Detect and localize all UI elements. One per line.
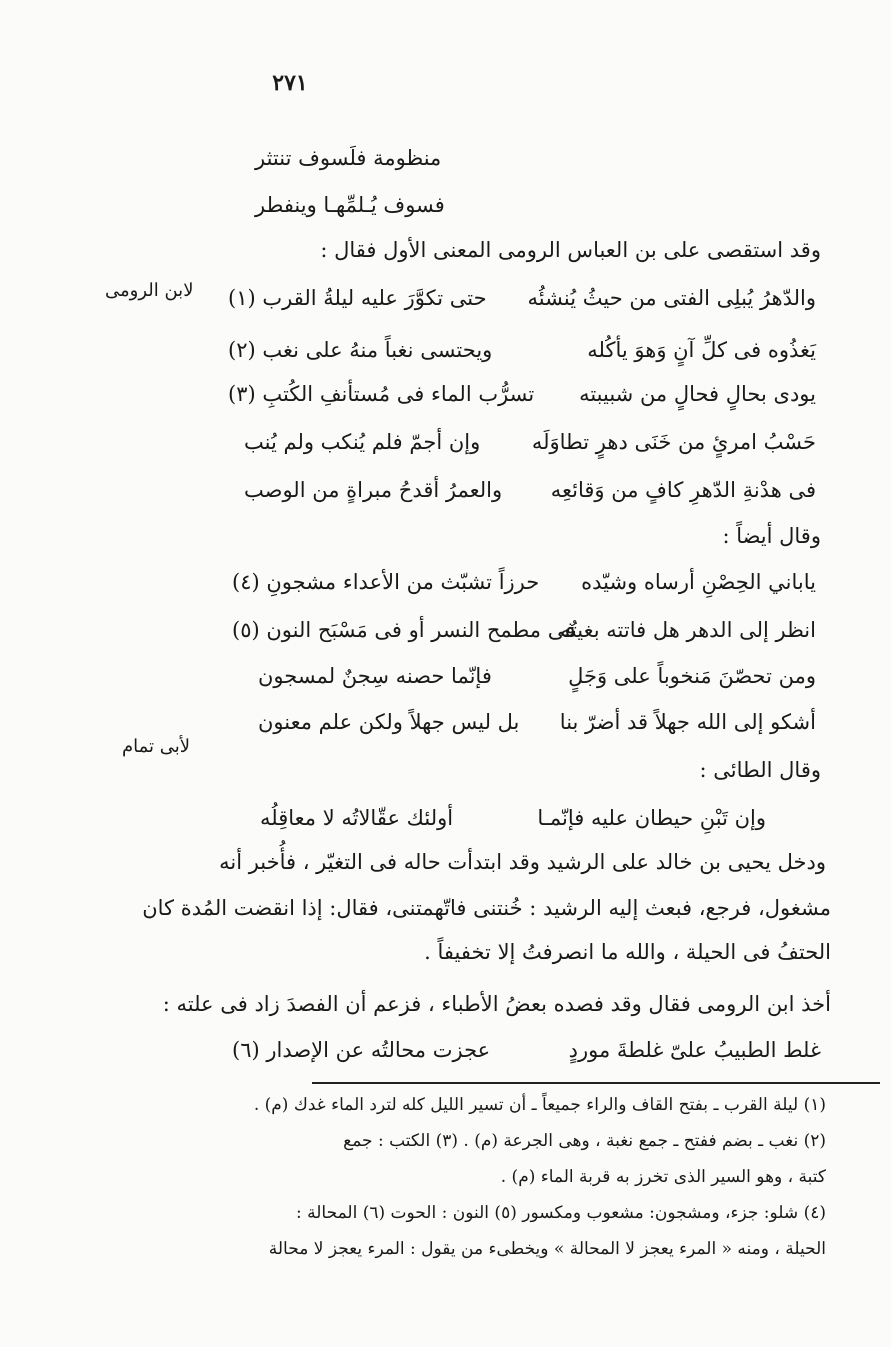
verse-left: فى مطمح النسر أو فى مَسْبَح النون (٥) bbox=[232, 618, 576, 642]
page-number: ٢٧١ bbox=[272, 70, 308, 96]
verse-right: يودى بحالٍ فحالٍ من شبيبته bbox=[579, 382, 816, 406]
margin-attribution: لابن الرومى bbox=[105, 280, 194, 301]
verse-left: وإن أجمّ فلم يُنكب ولم يُنب bbox=[244, 430, 481, 454]
verse-right: ياباني الحِصْنِ أرساه وشيّده bbox=[581, 570, 816, 594]
verse-left: عجزت محالتُه عن الإصدار (٦) bbox=[232, 1038, 491, 1062]
verse-right: أشكو إلى الله جهلاً قد أضرّ بنا bbox=[559, 710, 816, 734]
verse-right: والدّهرُ يُبلِى الفتى من حيثُ يُنشئُه bbox=[527, 286, 816, 310]
prose-line: أخذ ابن الرومى فقال وقد فصده بعضُ الأطباء ، فزعم أن الفصدَ زاد فى علته : bbox=[162, 992, 831, 1016]
footnote: (٢) نغب ـ بضم ففتح ـ جمع نغبة ، وهى الجرعة (م) . (٣) الكتب : جمع bbox=[343, 1131, 826, 1151]
verse-left: فإنّما حصنه سِجنٌ لمسجون bbox=[258, 664, 492, 688]
footnote: كتبة ، وهو السير الذى تخرز به قربة الماء (م) . bbox=[500, 1167, 826, 1187]
verse-right: انظر إلى الدهر هل فاتته بغيتُه bbox=[559, 618, 816, 642]
prose-line: مشغول، فرجع، فبعث إليه الرشيد : خُنتنى فاتّهمتنى، فقال: إذا انقضت المُدة كان bbox=[142, 896, 831, 920]
hemistich-left: منظومة فلَسوف تنتثر bbox=[255, 146, 442, 170]
verse-left: أولئك عقّالاتُه لا معاقِلُه bbox=[260, 806, 454, 830]
verse-right: ومن تحصّنَ مَنخوباً على وَجَلٍ bbox=[568, 664, 816, 688]
verse-left: والعمرُ أقدحُ مبراةٍ من الوصب bbox=[244, 478, 503, 502]
verse-left: حتى تكوَّرَ عليه ليلةُ القرب (١) bbox=[228, 286, 487, 310]
footnote: (١) ليلة القرب ـ بفتح القاف والراء جميعاً ـ أن تسير الليل كله لترد الماء غدك (م) . bbox=[253, 1095, 826, 1115]
verse-right: وإن تَبْنِ حيطان عليه فإنّمـا bbox=[537, 806, 766, 830]
footnote: (٤) شلو: جزء، ومشجون: مشعوب ومكسور (٥) النون : الحوت (٦) المحالة : bbox=[295, 1203, 826, 1223]
verse-left: ويحتسى نغباً منهُ على نغب (٢) bbox=[228, 338, 493, 362]
margin-attribution: لأبى تمام bbox=[122, 736, 191, 757]
prose-line: ودخل يحيى بن خالد على الرشيد وقد ابتدأت حاله فى التغيّر ، فأُخبر أنه bbox=[219, 850, 826, 874]
verse-right: فى هدْنةِ الدّهرِ كافٍ من وَقائعِه bbox=[550, 478, 816, 502]
footnote: الحيلة ، ومنه « المرء يعجز لا المحالة » ويخطىء من يقول : المرء يعجز لا محالة bbox=[268, 1239, 826, 1259]
intro-line: وقال أيضاً : bbox=[722, 524, 821, 548]
intro-line: وقال الطائى : bbox=[699, 758, 821, 782]
verse-right: حَسْبُ امرئٍ من خَنَى دهرٍ تطاوَلَه bbox=[531, 430, 816, 454]
verse-left: بل ليس جهلاً ولكن علم معنون bbox=[258, 710, 520, 734]
verse-left: تسرُّب الماء فى مُستأنفِ الكُتبِ (٣) bbox=[228, 382, 535, 406]
hemistich-left: فسوف يُـلمِّهـا وينفطر bbox=[255, 193, 445, 217]
intro-line: وقد استقصى على بن العباس الرومى المعنى الأول فقال : bbox=[320, 238, 821, 262]
footnote-rule bbox=[312, 1082, 880, 1084]
verse-left: حرزاً تشبّث من الأعداء مشجونِ (٤) bbox=[232, 570, 540, 594]
prose-line: الحتفُ فى الحيلة ، والله ما انصرفتُ إلا تخفيفاً . bbox=[424, 940, 831, 964]
verse-right: غلط الطبيبُ علىّ غلطةَ موردٍ bbox=[568, 1038, 821, 1062]
verse-right: يَغذُوه فى كلِّ آنٍ وَهوَ يأكُله bbox=[587, 338, 816, 362]
